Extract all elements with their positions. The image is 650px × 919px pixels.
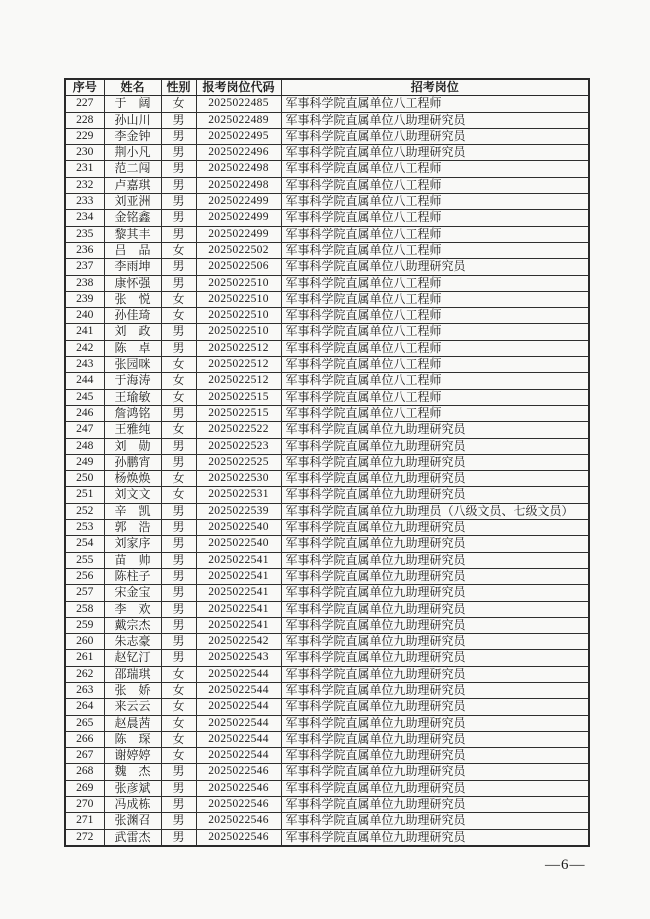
cell-gender: 男 <box>161 210 196 226</box>
cell-name: 陈 琛 <box>104 731 161 747</box>
table-row <box>65 177 589 193</box>
cell-position: 军事科学院直属单位九助理研究员 <box>281 471 589 487</box>
table-row <box>65 650 589 666</box>
cell-name: 孙鹏宵 <box>104 454 161 470</box>
cell-serial: 246 <box>65 405 104 421</box>
cell-gender: 女 <box>161 731 196 747</box>
cell-code: 2025022522 <box>196 422 281 438</box>
cell-position: 军事科学院直属单位九助理研究员 <box>281 601 589 617</box>
cell-position: 军事科学院直属单位八工程师 <box>281 373 589 389</box>
cell-gender: 女 <box>161 242 196 258</box>
table-row <box>65 128 589 144</box>
cell-code: 2025022539 <box>196 503 281 519</box>
cell-gender: 女 <box>161 422 196 438</box>
cell-code: 2025022485 <box>196 96 281 112</box>
table-row <box>65 601 589 617</box>
table-row <box>65 503 589 519</box>
cell-name: 李金钟 <box>104 128 161 144</box>
cell-gender: 男 <box>161 585 196 601</box>
table-row <box>65 634 589 650</box>
cell-position: 军事科学院直属单位八工程师 <box>281 357 589 373</box>
cell-code: 2025022541 <box>196 617 281 633</box>
table-row <box>65 112 589 128</box>
cell-gender: 男 <box>161 194 196 210</box>
cell-gender: 男 <box>161 340 196 356</box>
cell-serial: 266 <box>65 731 104 747</box>
cell-code: 2025022525 <box>196 454 281 470</box>
cell-position: 军事科学院直属单位九助理研究员 <box>281 764 589 780</box>
cell-name: 王雅纯 <box>104 422 161 438</box>
cell-name: 黎其丰 <box>104 226 161 242</box>
cell-name: 戴宗杰 <box>104 617 161 633</box>
cell-gender: 男 <box>161 161 196 177</box>
cell-serial: 257 <box>65 585 104 601</box>
cell-gender: 男 <box>161 128 196 144</box>
cell-name: 刘 勋 <box>104 438 161 454</box>
cell-serial: 244 <box>65 373 104 389</box>
cell-serial: 241 <box>65 324 104 340</box>
cell-gender: 男 <box>161 829 196 846</box>
cell-code: 2025022543 <box>196 650 281 666</box>
cell-serial: 269 <box>65 780 104 796</box>
cell-name: 苗 帅 <box>104 552 161 568</box>
cell-serial: 252 <box>65 503 104 519</box>
cell-serial: 231 <box>65 161 104 177</box>
cell-gender: 女 <box>161 471 196 487</box>
cell-serial: 251 <box>65 487 104 503</box>
cell-code: 2025022546 <box>196 764 281 780</box>
cell-serial: 228 <box>65 112 104 128</box>
cell-name: 刘文文 <box>104 487 161 503</box>
cell-name: 宋金宝 <box>104 585 161 601</box>
cell-gender: 男 <box>161 275 196 291</box>
cell-serial: 268 <box>65 764 104 780</box>
cell-code: 2025022546 <box>196 797 281 813</box>
cell-position: 军事科学院直属单位九助理研究员 <box>281 731 589 747</box>
cell-serial: 267 <box>65 748 104 764</box>
cell-serial: 247 <box>65 422 104 438</box>
cell-gender: 男 <box>161 764 196 780</box>
cell-name: 刘 政 <box>104 324 161 340</box>
cell-gender: 男 <box>161 177 196 193</box>
cell-gender: 女 <box>161 682 196 698</box>
table-row <box>65 552 589 568</box>
cell-position: 军事科学院直属单位八工程师 <box>281 96 589 112</box>
cell-name: 张彦斌 <box>104 780 161 796</box>
cell-position: 军事科学院直属单位八工程师 <box>281 324 589 340</box>
table-row <box>65 96 589 112</box>
cell-position: 军事科学院直属单位九助理研究员 <box>281 422 589 438</box>
cell-name: 康怀强 <box>104 275 161 291</box>
cell-serial: 263 <box>65 682 104 698</box>
table-row <box>65 357 589 373</box>
cell-code: 2025022496 <box>196 145 281 161</box>
cell-serial: 262 <box>65 666 104 682</box>
candidates-table <box>64 78 590 847</box>
table-row <box>65 161 589 177</box>
table-row <box>65 308 589 324</box>
table-row <box>65 699 589 715</box>
cell-code: 2025022495 <box>196 128 281 144</box>
cell-code: 2025022510 <box>196 275 281 291</box>
table-row <box>65 813 589 829</box>
cell-position: 军事科学院直属单位八工程师 <box>281 405 589 421</box>
cell-code: 2025022541 <box>196 552 281 568</box>
cell-position: 军事科学院直属单位九助理研究员 <box>281 487 589 503</box>
cell-position: 军事科学院直属单位八工程师 <box>281 210 589 226</box>
cell-serial: 250 <box>65 471 104 487</box>
cell-serial: 255 <box>65 552 104 568</box>
cell-code: 2025022541 <box>196 585 281 601</box>
cell-gender: 女 <box>161 699 196 715</box>
cell-gender: 男 <box>161 536 196 552</box>
table-row <box>65 682 589 698</box>
cell-code: 2025022530 <box>196 471 281 487</box>
cell-position: 军事科学院直属单位八工程师 <box>281 308 589 324</box>
table-row <box>65 764 589 780</box>
cell-name: 邵瑞琪 <box>104 666 161 682</box>
cell-gender: 男 <box>161 601 196 617</box>
table-row <box>65 666 589 682</box>
cell-name: 武雷杰 <box>104 829 161 846</box>
cell-position: 军事科学院直属单位九助理员（八级文员、七级文员） <box>281 503 589 519</box>
table-row <box>65 536 589 552</box>
cell-code: 2025022502 <box>196 242 281 258</box>
cell-gender: 男 <box>161 552 196 568</box>
cell-name: 张园咪 <box>104 357 161 373</box>
cell-code: 2025022499 <box>196 210 281 226</box>
cell-gender: 男 <box>161 780 196 796</box>
cell-position: 军事科学院直属单位九助理研究员 <box>281 650 589 666</box>
cell-code: 2025022546 <box>196 813 281 829</box>
cell-position: 军事科学院直属单位九助理研究员 <box>281 536 589 552</box>
cell-position: 军事科学院直属单位九助理研究员 <box>281 748 589 764</box>
table-row <box>65 715 589 731</box>
cell-serial: 248 <box>65 438 104 454</box>
cell-serial: 259 <box>65 617 104 633</box>
table-row <box>65 340 589 356</box>
cell-name: 吕 品 <box>104 242 161 258</box>
cell-gender: 女 <box>161 373 196 389</box>
cell-serial: 236 <box>65 242 104 258</box>
cell-code: 2025022544 <box>196 666 281 682</box>
cell-name: 赵钇汀 <box>104 650 161 666</box>
cell-code: 2025022540 <box>196 536 281 552</box>
cell-position: 军事科学院直属单位九助理研究员 <box>281 813 589 829</box>
cell-name: 刘亚洲 <box>104 194 161 210</box>
cell-code: 2025022515 <box>196 405 281 421</box>
cell-gender: 男 <box>161 813 196 829</box>
cell-gender: 女 <box>161 96 196 112</box>
cell-name: 李雨坤 <box>104 259 161 275</box>
table-row <box>65 291 589 307</box>
cell-position: 军事科学院直属单位八工程师 <box>281 226 589 242</box>
cell-position: 军事科学院直属单位九助理研究员 <box>281 829 589 846</box>
cell-gender: 女 <box>161 666 196 682</box>
cell-gender: 女 <box>161 487 196 503</box>
table-row <box>65 275 589 291</box>
cell-name: 于 阔 <box>104 96 161 112</box>
cell-code: 2025022531 <box>196 487 281 503</box>
cell-serial: 234 <box>65 210 104 226</box>
cell-serial: 265 <box>65 715 104 731</box>
cell-serial: 239 <box>65 291 104 307</box>
cell-gender: 男 <box>161 405 196 421</box>
cell-code: 2025022515 <box>196 389 281 405</box>
cell-gender: 女 <box>161 715 196 731</box>
cell-position: 军事科学院直属单位八助理研究员 <box>281 112 589 128</box>
cell-gender: 男 <box>161 634 196 650</box>
table-row <box>65 617 589 633</box>
table-row <box>65 829 589 846</box>
table-row <box>65 389 589 405</box>
cell-code: 2025022499 <box>196 194 281 210</box>
cell-position: 军事科学院直属单位九助理研究员 <box>281 666 589 682</box>
cell-code: 2025022510 <box>196 291 281 307</box>
cell-code: 2025022546 <box>196 780 281 796</box>
cell-code: 2025022512 <box>196 373 281 389</box>
table-row <box>65 471 589 487</box>
cell-code: 2025022541 <box>196 601 281 617</box>
cell-serial: 233 <box>65 194 104 210</box>
table-row <box>65 242 589 258</box>
cell-name: 辛 凯 <box>104 503 161 519</box>
cell-gender: 男 <box>161 520 196 536</box>
cell-code: 2025022498 <box>196 161 281 177</box>
cell-gender: 男 <box>161 438 196 454</box>
cell-gender: 男 <box>161 454 196 470</box>
cell-code: 2025022498 <box>196 177 281 193</box>
cell-serial: 245 <box>65 389 104 405</box>
cell-name: 金铭鑫 <box>104 210 161 226</box>
cell-name: 荆小凡 <box>104 145 161 161</box>
table-row <box>65 194 589 210</box>
cell-position: 军事科学院直属单位九助理研究员 <box>281 682 589 698</box>
cell-name: 来云云 <box>104 699 161 715</box>
cell-position: 军事科学院直属单位八工程师 <box>281 194 589 210</box>
cell-name: 陈柱子 <box>104 568 161 584</box>
cell-position: 军事科学院直属单位八工程师 <box>281 177 589 193</box>
cell-position: 军事科学院直属单位九助理研究员 <box>281 780 589 796</box>
cell-code: 2025022544 <box>196 682 281 698</box>
table-row <box>65 145 589 161</box>
cell-position: 军事科学院直属单位九助理研究员 <box>281 520 589 536</box>
cell-name: 杨焕焕 <box>104 471 161 487</box>
cell-name: 陈 卓 <box>104 340 161 356</box>
cell-name: 谢婷婷 <box>104 748 161 764</box>
cell-position: 军事科学院直属单位八工程师 <box>281 340 589 356</box>
header-name: 姓名 <box>104 79 161 96</box>
cell-position: 军事科学院直属单位九助理研究员 <box>281 552 589 568</box>
cell-name: 卢嘉琪 <box>104 177 161 193</box>
cell-code: 2025022541 <box>196 568 281 584</box>
cell-gender: 女 <box>161 291 196 307</box>
cell-name: 王瑜敏 <box>104 389 161 405</box>
cell-serial: 229 <box>65 128 104 144</box>
table-row <box>65 520 589 536</box>
cell-gender: 男 <box>161 259 196 275</box>
cell-name: 张渊召 <box>104 813 161 829</box>
cell-position: 军事科学院直属单位八工程师 <box>281 161 589 177</box>
table-row <box>65 454 589 470</box>
cell-name: 冯成栋 <box>104 797 161 813</box>
cell-gender: 男 <box>161 797 196 813</box>
cell-gender: 男 <box>161 112 196 128</box>
cell-serial: 258 <box>65 601 104 617</box>
cell-gender: 男 <box>161 503 196 519</box>
table-row <box>65 568 589 584</box>
table-body <box>65 96 589 846</box>
cell-serial: 238 <box>65 275 104 291</box>
cell-position: 军事科学院直属单位八工程师 <box>281 242 589 258</box>
cell-position: 军事科学院直属单位九助理研究员 <box>281 715 589 731</box>
table-row <box>65 797 589 813</box>
cell-name: 于海涛 <box>104 373 161 389</box>
cell-serial: 261 <box>65 650 104 666</box>
cell-gender: 男 <box>161 324 196 340</box>
cell-gender: 男 <box>161 568 196 584</box>
cell-gender: 女 <box>161 748 196 764</box>
header-position: 招考岗位 <box>281 79 589 96</box>
table-row <box>65 422 589 438</box>
cell-position: 军事科学院直属单位八工程师 <box>281 291 589 307</box>
cell-serial: 271 <box>65 813 104 829</box>
table-row <box>65 748 589 764</box>
cell-position: 军事科学院直属单位九助理研究员 <box>281 585 589 601</box>
cell-code: 2025022506 <box>196 259 281 275</box>
cell-name: 范二闯 <box>104 161 161 177</box>
cell-position: 军事科学院直属单位九助理研究员 <box>281 454 589 470</box>
cell-code: 2025022544 <box>196 731 281 747</box>
cell-code: 2025022546 <box>196 829 281 846</box>
cell-gender: 男 <box>161 650 196 666</box>
cell-position: 军事科学院直属单位八助理研究员 <box>281 259 589 275</box>
cell-code: 2025022540 <box>196 520 281 536</box>
header-code: 报考岗位代码 <box>196 79 281 96</box>
cell-serial: 264 <box>65 699 104 715</box>
cell-name: 张 娇 <box>104 682 161 698</box>
cell-code: 2025022544 <box>196 699 281 715</box>
table-row <box>65 226 589 242</box>
cell-name: 张 悦 <box>104 291 161 307</box>
cell-name: 赵晨茜 <box>104 715 161 731</box>
table-row <box>65 324 589 340</box>
cell-serial: 240 <box>65 308 104 324</box>
cell-code: 2025022510 <box>196 308 281 324</box>
cell-name: 詹鸿铭 <box>104 405 161 421</box>
cell-name: 刘家序 <box>104 536 161 552</box>
cell-name: 朱志豪 <box>104 634 161 650</box>
cell-gender: 女 <box>161 308 196 324</box>
cell-code: 2025022544 <box>196 715 281 731</box>
page-number: —6— <box>545 857 586 873</box>
cell-name: 郭 浩 <box>104 520 161 536</box>
cell-position: 军事科学院直属单位九助理研究员 <box>281 797 589 813</box>
cell-serial: 256 <box>65 568 104 584</box>
cell-gender: 男 <box>161 145 196 161</box>
header-row <box>65 79 589 96</box>
cell-serial: 227 <box>65 96 104 112</box>
cell-position: 军事科学院直属单位八工程师 <box>281 389 589 405</box>
cell-name: 孙佳琦 <box>104 308 161 324</box>
table-row <box>65 438 589 454</box>
header-serial: 序号 <box>65 79 104 96</box>
table-row <box>65 210 589 226</box>
cell-gender: 男 <box>161 226 196 242</box>
cell-code: 2025022489 <box>196 112 281 128</box>
cell-code: 2025022510 <box>196 324 281 340</box>
cell-serial: 230 <box>65 145 104 161</box>
cell-serial: 249 <box>65 454 104 470</box>
cell-position: 军事科学院直属单位八工程师 <box>281 275 589 291</box>
cell-code: 2025022499 <box>196 226 281 242</box>
table-row <box>65 780 589 796</box>
cell-serial: 272 <box>65 829 104 846</box>
cell-gender: 女 <box>161 389 196 405</box>
cell-serial: 260 <box>65 634 104 650</box>
cell-serial: 253 <box>65 520 104 536</box>
cell-position: 军事科学院直属单位八助理研究员 <box>281 128 589 144</box>
cell-code: 2025022544 <box>196 748 281 764</box>
cell-name: 魏 杰 <box>104 764 161 780</box>
header-gender: 性别 <box>161 79 196 96</box>
table-row <box>65 405 589 421</box>
cell-gender: 女 <box>161 357 196 373</box>
cell-gender: 男 <box>161 617 196 633</box>
table-row <box>65 373 589 389</box>
cell-name: 李 欢 <box>104 601 161 617</box>
cell-position: 军事科学院直属单位九助理研究员 <box>281 634 589 650</box>
cell-position: 军事科学院直属单位九助理研究员 <box>281 568 589 584</box>
cell-serial: 270 <box>65 797 104 813</box>
cell-serial: 237 <box>65 259 104 275</box>
cell-code: 2025022512 <box>196 357 281 373</box>
cell-code: 2025022542 <box>196 634 281 650</box>
table-row <box>65 731 589 747</box>
cell-position: 军事科学院直属单位九助理研究员 <box>281 699 589 715</box>
cell-position: 军事科学院直属单位九助理研究员 <box>281 438 589 454</box>
cell-name: 孙山川 <box>104 112 161 128</box>
cell-serial: 243 <box>65 357 104 373</box>
cell-code: 2025022512 <box>196 340 281 356</box>
cell-serial: 254 <box>65 536 104 552</box>
cell-serial: 242 <box>65 340 104 356</box>
table-row <box>65 259 589 275</box>
table-row <box>65 585 589 601</box>
cell-position: 军事科学院直属单位八助理研究员 <box>281 145 589 161</box>
cell-serial: 235 <box>65 226 104 242</box>
cell-serial: 232 <box>65 177 104 193</box>
table-row <box>65 487 589 503</box>
cell-position: 军事科学院直属单位九助理研究员 <box>281 617 589 633</box>
cell-code: 2025022523 <box>196 438 281 454</box>
